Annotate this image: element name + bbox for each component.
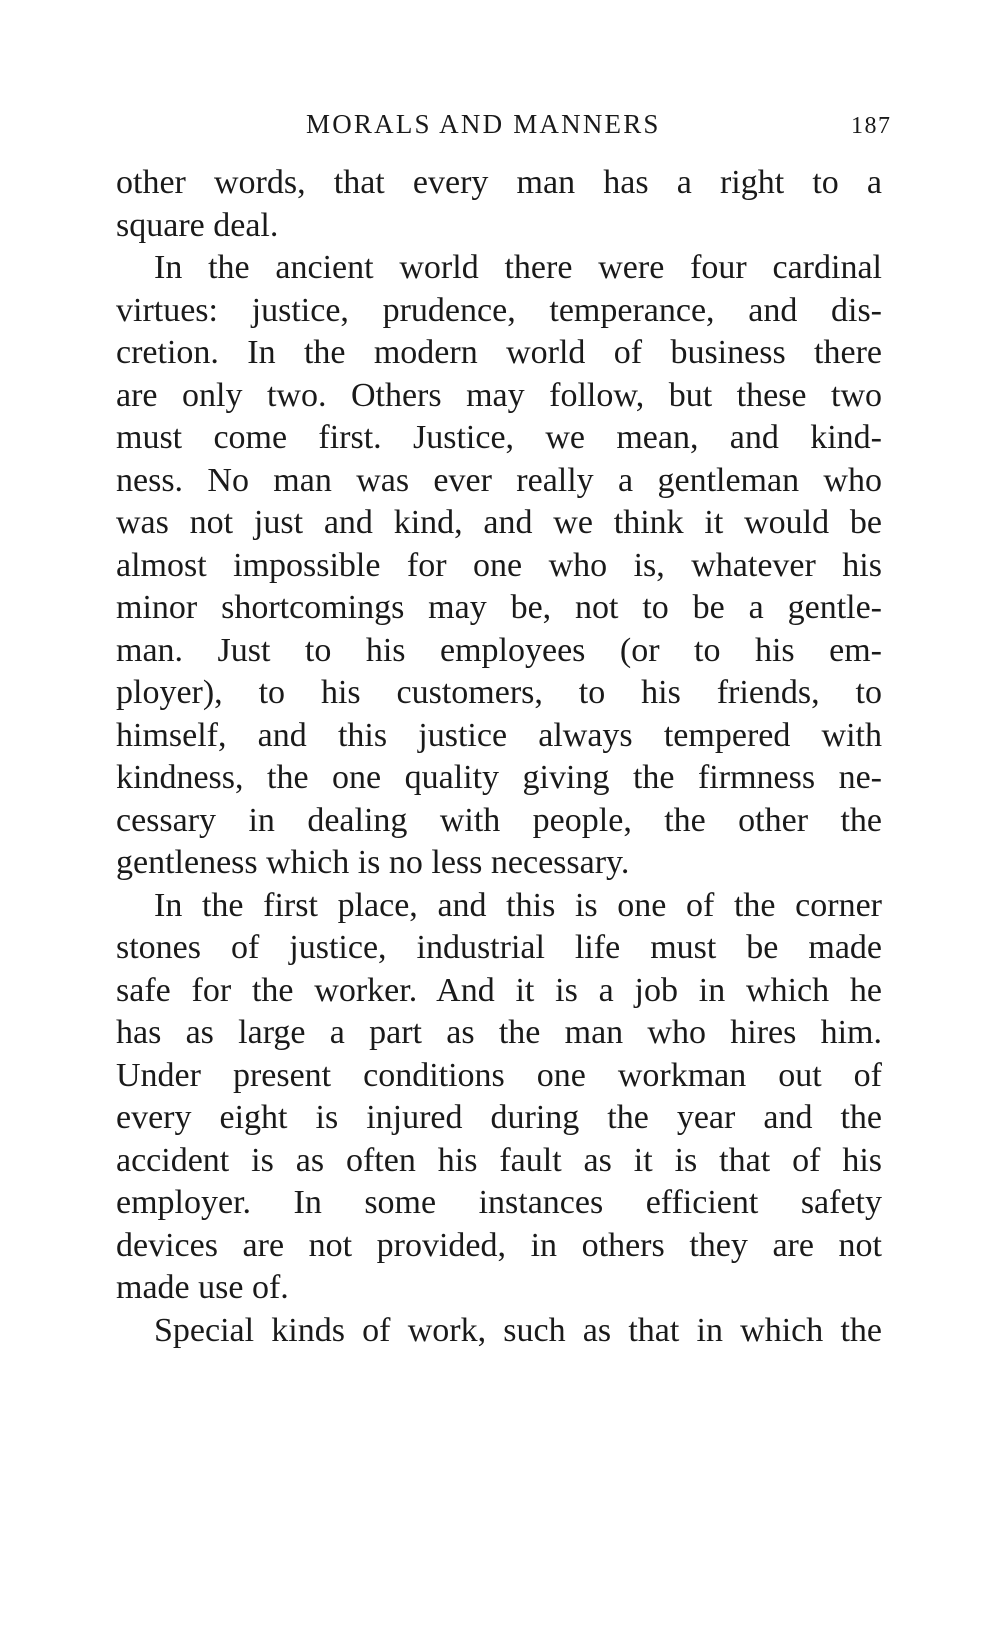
text-line: safe for the worker. And it is a job in which he (116, 971, 882, 1009)
text-line: ployer), to his customers, to his friends, to (116, 674, 882, 711)
running-head (0, 106, 1000, 142)
text-line: must come first. Justice, we mean, and kind- (116, 419, 882, 456)
text-line: stones of justice, industrial life must be made (116, 929, 882, 966)
page-number: 187 (851, 113, 892, 139)
text-line: employer. In some instances efficient safety (116, 1184, 882, 1221)
text-line: other words, that every man has a right to a (116, 164, 882, 201)
text-line: minor shortcomings may be, not to be a gentle- (116, 589, 882, 626)
text-line: kindness, the one quality giving the firmness ne- (116, 759, 882, 796)
text-line: every eight is injured during the year and the (116, 1099, 882, 1136)
text-line: Under present conditions one workman out of (116, 1056, 882, 1094)
text-line: are only two. Others may follow, but these two (116, 376, 882, 414)
text-line: devices are not provided, in others they are not (116, 1226, 882, 1264)
text-line: accident is as often his fault as it is that of his (116, 1141, 882, 1179)
text-line: has as large a part as the man who hires him. (116, 1014, 882, 1051)
text-line: In the ancient world there were four cardinal (154, 249, 882, 286)
text-line: was not just and kind, and we think it would be (116, 504, 882, 541)
text-line: gentleness which is no less necessary. (116, 844, 630, 881)
text-line: cretion. In the modern world of business there (116, 334, 882, 371)
text-line: man. Just to his employees (or to his em- (116, 631, 882, 669)
body-text (116, 162, 882, 1352)
text-line: Special kinds of work, such as that in which the (154, 1311, 882, 1349)
text-line: virtues: justice, prudence, temperance, and dis- (116, 291, 882, 329)
text-line: almost impossible for one who is, whatever his (116, 546, 882, 584)
running-title: MORALS AND MANNERS (306, 109, 661, 139)
text-line: In the first place, and this is one of the corner (154, 886, 882, 924)
text-line: ness. No man was ever really a gentleman who (116, 461, 882, 499)
text-line: himself, and this justice always tempered with (116, 716, 882, 754)
text-line: made use of. (116, 1269, 289, 1306)
text-line: cessary in dealing with people, the other the (116, 801, 882, 839)
text-line: square deal. (116, 206, 279, 244)
